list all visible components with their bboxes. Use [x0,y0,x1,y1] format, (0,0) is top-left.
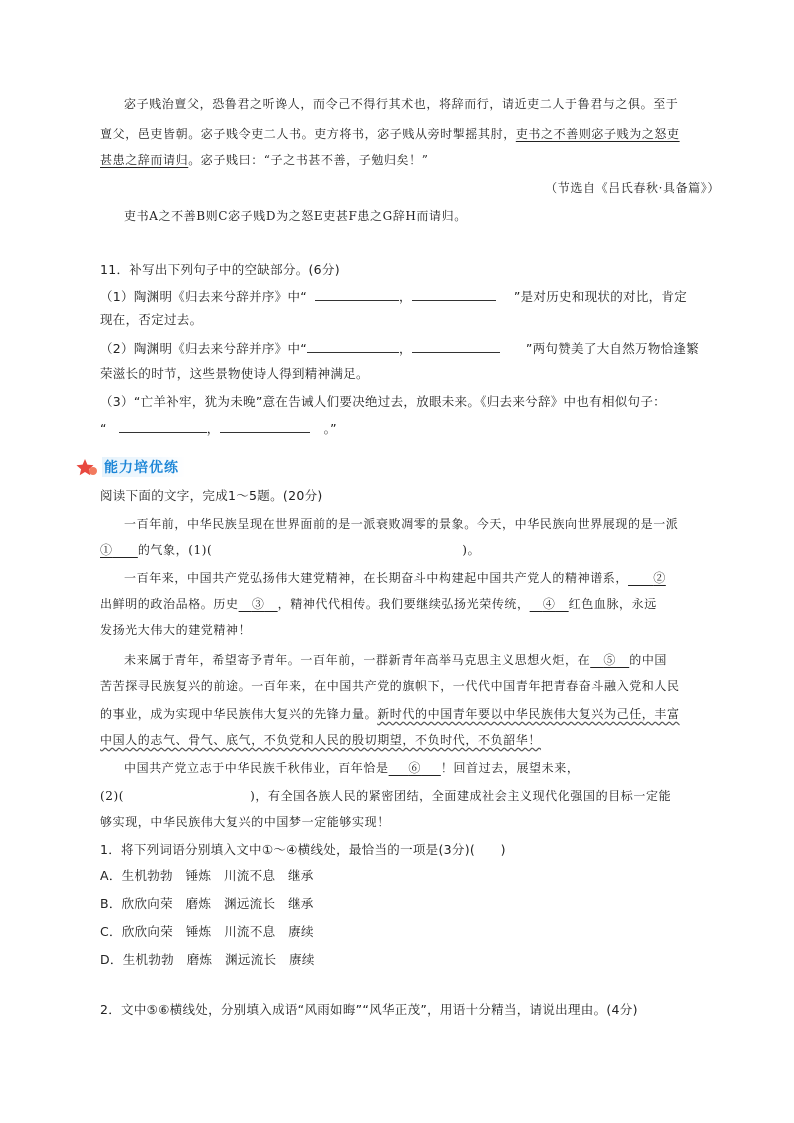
reading-line: 苦苦探寻民族复兴的前途。一百年来，在中国共产党的旗帜下，一代代中国青年把青春奋斗融入党和人民 [100,679,680,693]
underlined-sentence: 甚患之辞而请归 [100,153,189,167]
q11-text: ， [399,289,412,304]
wavy-underlined-sentence: 新时代的中国青年要以中华民族伟大复兴为己任，丰富 [377,707,680,721]
reading-text: ！回首过去，展望未来， [440,761,580,775]
q11-item-2-cont: 荣滋长的时节，这些景物使诗人得到精神满足。 [100,366,369,381]
reading-line [100,570,744,586]
reading-line: 够实现，中华民族伟大复兴的中国梦一定能够实现！ [100,815,390,829]
answer-blank[interactable] [119,420,207,433]
option-a[interactable]: A．生机勃勃 锤炼 川流不息 继承 [100,868,314,883]
q11-text: （1）陶渊明《归去来兮辞并序》中“ [100,289,308,304]
reading-text: 的中国 [629,653,668,667]
reading-intro: 阅读下面的文字，完成1～5题。(20分) [100,488,323,503]
answer-blank[interactable] [315,288,399,301]
reading-text: ，精神代代相传。我们要继续弘扬光荣传统， [277,597,530,611]
reading-text: 的事业，成为实现中华民族伟大复兴的先锋力量。 [100,707,378,721]
wavy-underlined-sentence: 中国人的志气、骨气、底气，不负党和人民的殷切期望，不负时代，不负韶华！ [100,733,542,747]
q11-item-1 [100,288,720,305]
reading-text: (2)( [100,789,125,803]
option-b[interactable]: B．欣欣向荣 磨炼 渊远流长 继承 [100,896,314,911]
q11-text: “ [100,421,107,436]
q11-item-1-cont: 现在，否定过去。 [100,312,203,327]
blank-marker-4[interactable]: ④ [542,597,556,611]
reading-text: 未来属于青年，希望寄予青年。一百年前，一群新青年高举马克思主义思想火炬，在 [124,653,591,667]
reading-line [100,732,720,748]
blank-marker-2[interactable]: ② [653,571,666,585]
answer-blank[interactable] [307,340,399,353]
reading-line: 发扬光大伟大的建党精神！ [100,623,252,637]
q11-item-3: （3）“亡羊补牢，犹为未晚”意在告诫人们要决绝过去，放眼未来。《归去来兮辞》中也有相似句子： [100,394,666,409]
answer-blank[interactable] [412,288,496,301]
question-1-stem: 1．将下列词语分别填入文中①～④横线处，最恰当的一项是(3分)( ) [100,842,506,857]
passage-line [100,152,720,168]
reading-text: )。 [462,543,481,557]
passage-text: 。宓子贱曰：“子之书甚不善，子勉归矣！” [188,153,429,167]
reading-line [100,760,744,776]
reading-text: 的气象，(1)( [137,543,213,557]
source-citation: （节选自《吕氏春秋·具备篇》） [545,181,720,195]
q11-text: （2）陶渊明《归去来兮辞并序》中“ [100,341,308,356]
star-icon [76,458,96,476]
reading-text: 一百年来，中国共产党弘扬伟大建党精神，在长期奋斗中构建起中国共产党人的精神谱系， [124,571,629,585]
blank-marker-1[interactable]: ① [100,543,113,557]
reading-line [100,706,720,722]
answer-blank[interactable] [220,420,310,433]
answer-blank[interactable] [412,340,500,353]
q11-text: 。” [323,421,337,436]
passage-line: 宓子贱治亶父，恐鲁君之听谗人，而令己不得行其术也，将辞而行，请近吏二人于鲁君与之俱。至于 [124,97,679,111]
blank-marker-5[interactable]: ⑤ [603,653,617,667]
q11-text: ”两句赞美了大自然万物恰逢繁 [525,341,700,356]
reading-text: )，有全国各族人民的紧密团结，全面建成社会主义现代化强国的目标一定能 [250,789,672,803]
passage-line [100,126,720,142]
q11-item-3-blanks [100,420,720,437]
question-11-title: 11．补写出下列句子中的空缺部分。(6分) [100,262,340,277]
reading-text: 出鲜明的政治品格。历史 [100,597,239,611]
reading-text: 中国共产党立志于中华民族千秋伟业，百年恰是 [124,761,389,775]
q11-text: ， [206,421,220,436]
passage-text: 亶父，邑吏皆朝。宓子贱令吏二人书。吏方将书，宓子贱从旁时掣摇其肘， [100,127,516,141]
pause-marker-sentence: 吏书A之不善B则C宓子贱D为之怒E吏甚F患之G辞H而请归。 [124,209,467,223]
q11-text: ， [399,341,412,356]
reading-line: 一百年前，中华民族呈现在世界面前的是一派衰败凋零的景象。今天，中华民族向世界展现的是一派 [124,517,679,531]
reading-line [100,596,720,612]
q11-text: ”是对历史和现状的对比，肯定 [513,289,688,304]
blank-marker-3[interactable]: ③ [251,597,265,611]
reading-line [100,542,720,558]
option-c[interactable]: C．欣欣向荣 锤炼 川流不息 赓续 [100,924,314,939]
reading-line [100,652,744,668]
underlined-sentence: 吏书之不善则宓子贱为之怒吏 [515,127,680,141]
blank-marker-6[interactable]: ⑥ [408,761,422,775]
q11-item-2 [100,340,720,357]
section-header [76,456,185,478]
option-d[interactable]: D．生机勃勃 磨炼 渊远流长 赓续 [100,952,315,967]
question-2-stem: 2．文中⑤⑥横线处，分别填入成语“风雨如晦”“风华正茂”，用语十分精当，请说出理由。(4分) [100,1002,638,1017]
reading-line [100,788,720,804]
reading-text: 红色血脉，永远 [568,597,657,611]
section-title: 能力培优练 [102,457,185,477]
